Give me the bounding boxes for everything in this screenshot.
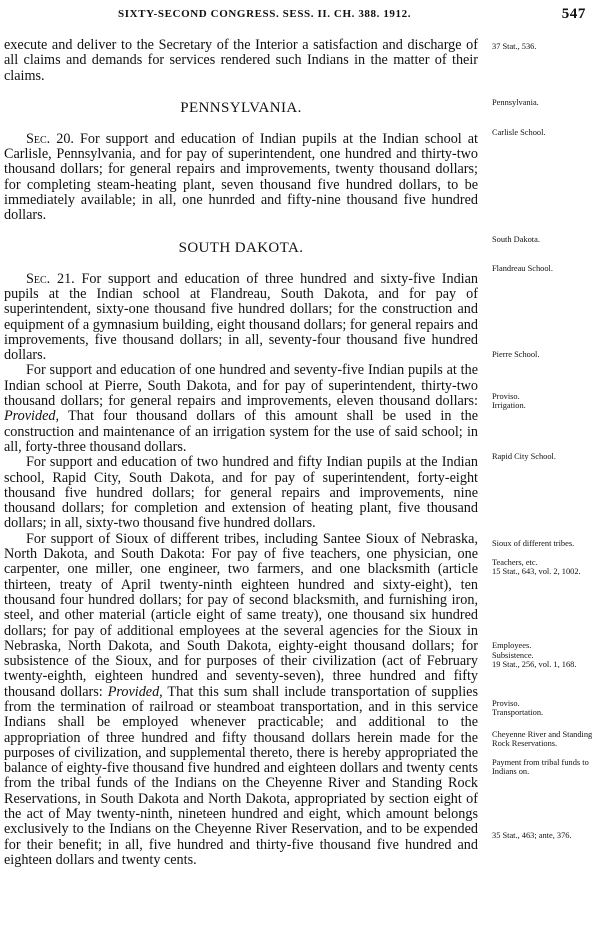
margin-note: Proviso. (492, 699, 520, 708)
margin-note: South Dakota. (492, 235, 540, 244)
sioux-paragraph (4, 532, 478, 869)
page-number: 547 (561, 6, 586, 22)
main-text (4, 38, 478, 868)
paragraph-text: That this sum shall include transportation of supplies from the termination of railroad or steamboat transportation, and in this service Indians shall be employed whenever practicable; and additional to the appropriation of three hundred and fifty thousand dollars herein made for the purposes of civilization, and supplemental thereto, there is hereby appropriated the balance of eighty-five thousand five hundred and eighteen dollars and twenty cents from the tribal funds of the Indians on the Cheyenne River and Standing Rock Reservations, in South Dakota and North Dakota, appropriated by section eight of the act of May twenty-ninth, nineteen hundred and eight, which amount belongs exclusively to the Indians on the Cheyenne River Reservation, and to be expended for their benefit; in all, five hundred and thirty-five thousand five hundred and eighteen dollars and twenty cents. (4, 683, 478, 868)
margin-note: Pennsylvania. (492, 98, 539, 107)
margin-note: 35 Stat., 463; ante, 376. (492, 831, 572, 840)
rapid-city-paragraph: For support and education of two hundred and fifty Indian pupils at the Indian school, Rapid City, South Dakota, and for pay of superintendent, forty-eight thousand five hundred dollars; for general repairs and improvements, nine thousand dollars; for completion and extension of heating plant, five thousand dollars; in all, sixty-two thousand five hundred dollars. (4, 454, 478, 532)
running-header (0, 6, 600, 22)
provided-italic: Provided, (107, 683, 163, 700)
margin-note: Payment from tribal funds to Indians on. (492, 758, 589, 777)
margin-note: Sioux of different tribes. (492, 539, 575, 548)
margin-note: Carlisle School. (492, 128, 546, 137)
paragraph-text: That four thousand dollars of this amount shall be used in the construction and maintenance of an irrigation system for the use of said school; in all, forty-three thousand dollars. (4, 408, 478, 455)
section-label: Sec. 21. (26, 270, 75, 287)
margin-note: Teachers, etc. (492, 558, 538, 567)
pierre-paragraph (4, 363, 478, 455)
section-label: Sec. 20. (26, 130, 74, 147)
section-text: For support and education of Indian pupils at the Indian school at Carlisle, Pennsylvania, and for pay of superintendent, one hundred and thirty-two thousand dollars; for general repairs and improvements, twenty thousand dollars; for completing steam-heating plant, seven thousand five hundred dollars, to be immediately available; in all, one hunrded and fifty-nine thousand five hundred dollars. (4, 130, 478, 224)
paragraph-continuation: execute and deliver to the Secretary of the Interior a satisfaction and discharge of all claims and demands for services rendered such Indians in the matter of their claims. (4, 37, 478, 84)
paragraph-text: For support of Sioux of different tribes, including Santee Sioux of Nebraska, North Dakota, and South Dakota: For pay of five teachers, one physician, one carpenter, one miller, one engineer, two farmers, and one blacksmith (article thirteen, treaty of April twenty-ninth eighteen hundred and sixty-eight), ten thousand four hundred dollars; for pay of second blacksmith, and furnishing iron, steel, and other material (article eight of same treaty), one thousand six hundred dollars; for pay of additional employees at the several agencies for the Sioux in Nebraska, North Dakota, and South Dakota, eighty-eight thousand dollars; for subsistence of the Sioux, and for purposes of their civilization (act of February twenty-eighth, eighteen hundred and seventy-seven), three hundred and fifty thousand dollars: (4, 530, 478, 700)
paragraph-text: For support and education of one hundred and seventy-five Indian pupils at the Indian school at Pierre, South Dakota, and for pay of superintendent, thirty-two thousand dollars; for general repairs and improvements, eleven thousand dollars: (4, 362, 478, 410)
margin-note: Cheyenne River and Standing Rock Reservations. (492, 730, 593, 749)
margin-note: Flandreau School. (492, 264, 553, 273)
margin-note: Transportation. (492, 708, 544, 717)
margin-note: Proviso. (492, 392, 520, 401)
margin-note: 37 Stat., 536. (492, 42, 537, 51)
margin-note: Employees. (492, 641, 532, 650)
section-21-paragraph (4, 272, 478, 364)
margin-note: 15 Stat., 643, vol. 2, 1002. (492, 567, 581, 576)
state-heading-pennsylvania: PENNSYLVANIA. (180, 99, 302, 116)
running-title: SIXTY-SECOND CONGRESS. SESS. II. CH. 388. 1912. (118, 8, 412, 20)
margin-note: 19 Stat., 256, vol. 1, 168. (492, 660, 577, 669)
state-heading-south-dakota: SOUTH DAKOTA. (178, 239, 304, 256)
section-text: For support and education of three hundred and sixty-five Indian pupils at the Indian school at Flandreau, South Dakota, and for pay of superintendent, sixty-one thousand five hundred dollars; for the construction and equipment of a gymnasium building, eight thousand dollars; for general repairs and improvements, five thousand dollars; in all, seventy-four thousand five hundred dollars. (4, 270, 479, 364)
margin-note: Subsistence. (492, 651, 534, 660)
provided-italic: Provided, (4, 408, 60, 425)
margin-note: Rapid City School. (492, 452, 556, 461)
section-20-paragraph (4, 132, 478, 224)
margin-note: Irrigation. (492, 401, 526, 410)
margin-note: Pierre School. (492, 350, 540, 359)
